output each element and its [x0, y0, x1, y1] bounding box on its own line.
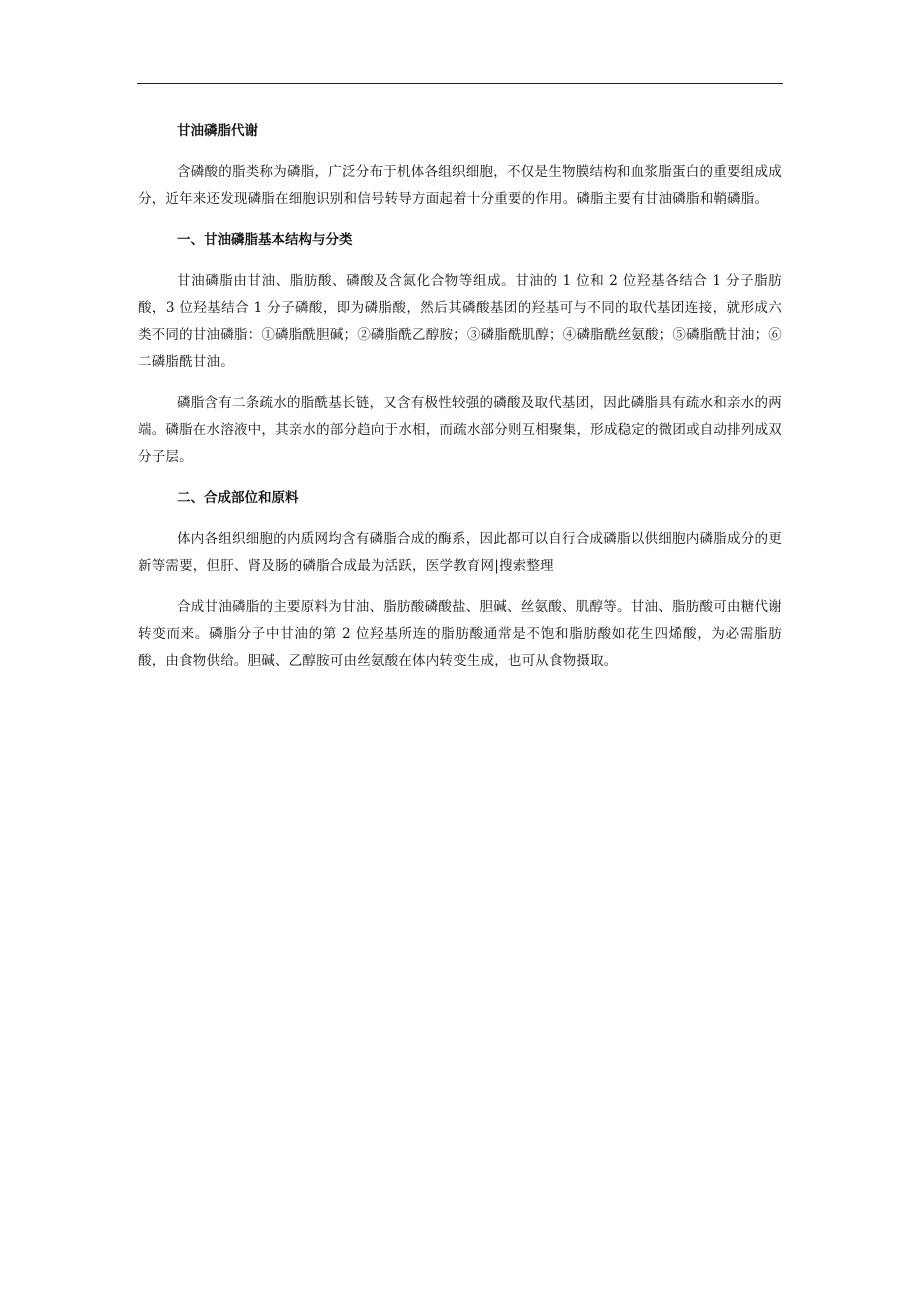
section-heading-synthesis: 二、合成部位和原料	[177, 490, 299, 506]
section-heading-structure: 一、甘油磷脂基本结构与分类	[177, 232, 353, 248]
intro-paragraph: 含磷酸的脂类称为磷脂，广泛分布于机体各组织细胞，不仅是生物膜结构和血浆脂蛋白的重要组成成分，近年来还发现磷脂在细胞识别和信号转导方面起着十分重要的作用。磷脂主要有甘油磷脂和鞘磷脂。	[138, 164, 782, 207]
header-rule	[137, 83, 783, 84]
structure-paragraph-1: 甘油磷脂由甘油、脂肪酸、磷酸及含氮化合物等组成。甘油的 1 位和 2 位羟基各结合 1 分子脂肪酸，3 位羟基结合 1 分子磷酸，即为磷脂酸，然后其磷酸基团的羟基可与不同的取代基团连接，就形成六类不同的甘油磷脂：①磷脂酰胆碱；②磷脂酰乙醇胺；③磷脂酰肌醇；④磷脂酰丝氨酸；⑤磷脂酰甘油；⑥二磷脂酰甘油。	[138, 273, 782, 370]
synthesis-paragraph-1: 体内各组织细胞的内质网均含有磷脂合成的酶系，因此都可以自行合成磷脂以供细胞内磷脂成分的更新等需要，但肝、肾及肠的磷脂合成最为活跃，医学教育网|搜索整理	[138, 531, 782, 574]
document-body	[138, 112, 782, 689]
synthesis-paragraph-2: 合成甘油磷脂的主要原料为甘油、脂肪酸磷酸盐、胆碱、丝氨酸、肌醇等。甘油、脂肪酸可由糖代谢转变而来。磷脂分子中甘油的第 2 位羟基所连的脂肪酸通常是不饱和脂肪酸如花生四烯酸，为必需脂肪酸，由食物供给。胆碱、乙醇胺可由丝氨酸在体内转变生成，也可从食物摄取。	[138, 599, 782, 669]
structure-paragraph-2: 磷脂含有二条疏水的脂酰基长链，又含有极性较强的磷酸及取代基团，因此磷脂具有疏水和亲水的两端。磷脂在水溶液中，其亲水的部分趋向于水相，而疏水部分则互相聚集，形成稳定的微团或自动排列成双分子层。	[138, 395, 782, 465]
document-title: 甘油磷脂代谢	[177, 123, 258, 139]
